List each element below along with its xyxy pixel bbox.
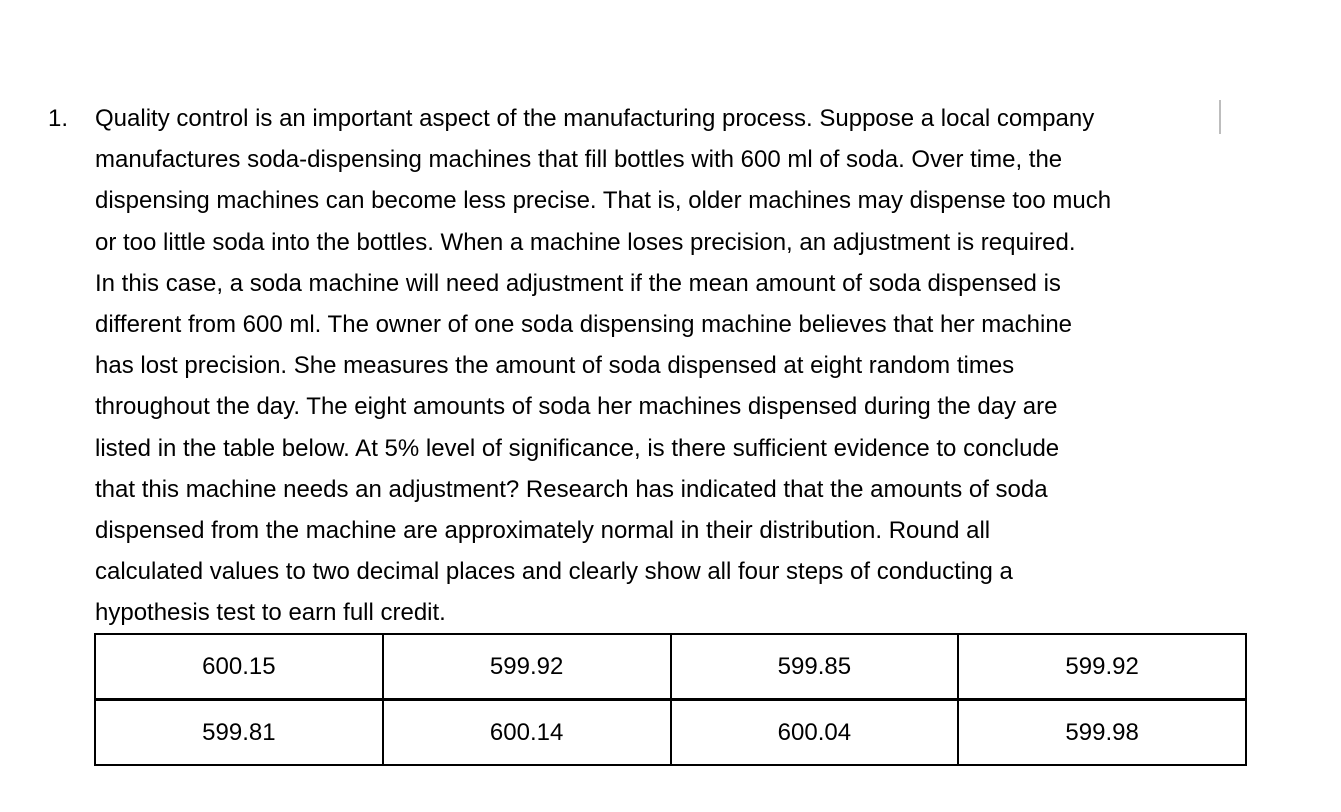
table-cell: 599.85 [671, 634, 959, 700]
question-line-4: or too little soda into the bottles. When a machine loses precision, an adjustment is required. [95, 228, 1076, 256]
question-line-8: throughout the day. The eight amounts of soda her machines dispensed during the day are [95, 393, 1058, 421]
question-text [95, 98, 1258, 634]
question-line-3: dispensing machines can become less precise. That is, older machines may dispense too much [95, 187, 1112, 215]
question-line-13: hypothesis test to earn full credit. [95, 599, 446, 627]
question-line-7: has lost precision. She measures the amount of soda dispensed at eight random times [95, 352, 1015, 380]
text-cursor [1219, 100, 1221, 134]
table-cell: 599.92 [383, 634, 671, 700]
table-cell: 599.98 [958, 700, 1246, 766]
question-number: 1. [48, 105, 69, 132]
question-block [48, 98, 1258, 634]
table-cell: 600.14 [383, 700, 671, 766]
question-line-6: different from 600 ml. The owner of one soda dispensing machine believes that her machine [95, 311, 1073, 339]
table-row [95, 634, 1246, 700]
question-line-11: dispensed from the machine are approximately normal in their distribution. Round all [95, 517, 991, 545]
table-cell: 600.15 [95, 634, 383, 700]
question-line-10: that this machine needs an adjustment? Research has indicated that the amounts of soda [95, 475, 1048, 503]
table-cell: 599.81 [95, 700, 383, 766]
question-line-5: In this case, a soda machine will need adjustment if the mean amount of soda dispensed is [95, 269, 1061, 297]
table-row [95, 700, 1246, 766]
table-cell: 600.04 [671, 700, 959, 766]
question-line-12: calculated values to two decimal places and clearly show all four steps of conducting a [95, 558, 1013, 586]
table-cell: 599.92 [958, 634, 1246, 700]
question-line-1: Quality control is an important aspect of the manufacturing process. Suppose a local company [95, 105, 1095, 132]
question-line-9: listed in the table below. At 5% level of significance, is there sufficient evidence to conclude [95, 434, 1060, 462]
data-table [94, 633, 1247, 766]
question-line-2: manufactures soda-dispensing machines that fill bottles with 600 ml of soda. Over time, the [95, 146, 1063, 174]
